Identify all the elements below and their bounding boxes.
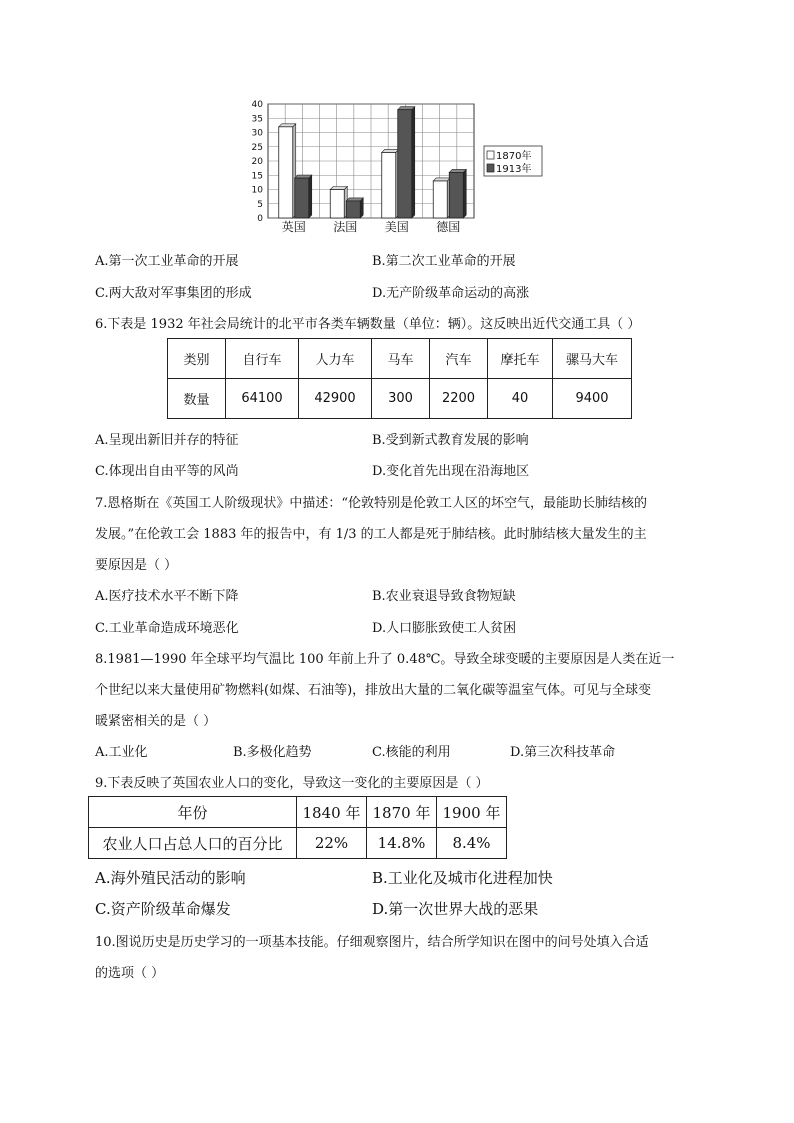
bar-top [279,124,296,127]
q8-stem-line1: 8.1981—1990 年全球平均气温比 100 年前上升了 0.48℃。导致全球变暖的主要原因是人类在近一 [95,652,675,667]
y-tick-label: 40 [251,100,263,110]
q7-stem-line2: 发展。”在伦敦工会 1883 年的报告中，有 1/3 的工人都是死于肺结核。此时肺结核大量发生的主 [95,527,647,542]
legend-label: 1870年 [496,151,532,162]
table-row [168,339,632,379]
q8-option-b: B.多极化趋势 [233,745,312,760]
x-axis-ticks [282,219,461,234]
y-tick-label: 5 [257,199,263,210]
x-tick-label: 英国 [281,220,306,234]
bar [433,181,447,218]
y-tick-label: 20 [251,157,263,167]
q6-option-a: A.呈现出新旧并存的特征 [95,433,239,448]
legend-swatch [487,151,494,159]
q5-option-d: D.无产阶级革命运动的高涨 [372,286,530,301]
legend-label: 1913年 [496,164,532,175]
table-cell: 300 [372,379,430,419]
bar-top [433,178,450,181]
y-tick-label: 35 [251,114,263,125]
x-tick-label: 德国 [436,220,461,234]
q7-option-a: A.医疗技术水平不断下降 [95,589,239,604]
bar-top [295,175,312,178]
q6-vehicle-table [167,338,632,419]
table-header-cell: 1900 年 [437,797,507,828]
bar-top [382,149,399,152]
q7-stem-line3: 要原因是（ ） [95,558,178,573]
q5-option-c: C.两大敌对军事集团的形成 [95,286,252,301]
legend-swatch [487,164,494,172]
q9-population-table [88,796,507,859]
q9-option-c: C.资产阶级革命爆发 [95,900,231,918]
x-tick-label: 法国 [333,220,358,234]
q6-option-d: D.变化首先出现在沿海地区 [372,464,530,479]
table-cell: 22% [297,828,367,859]
table-header-cell: 汽车 [430,339,488,379]
table-cell: 14.8% [367,828,437,859]
bar-top [346,198,363,201]
x-tick-label: 美国 [384,220,409,234]
q9-stem: 9.下表反映了英国农业人口的变化，导致这一变化的主要原因是（ ） [95,776,489,791]
y-tick-label: 0 [257,214,263,224]
bar-top [398,107,415,110]
q8-option-d: D.第三次科技革命 [510,745,616,760]
q8-stem-line3: 暖紧密相关的是（ ） [95,714,217,729]
q8-stem-line2: 个世纪以来大量使用矿物燃料(如煤、石油等)，排放出大量的二氧化碳等温室气体。可见与全球变 [95,683,652,698]
table-cell: 64100 [226,379,299,419]
table-header-cell: 年份 [89,797,297,828]
table-row [89,797,507,828]
y-tick-label: 30 [251,128,263,139]
y-tick-label: 15 [251,171,263,182]
table-cell: 2200 [430,379,488,419]
bar-chart [244,100,554,240]
q9-option-b: B.工业化及城市化进程加快 [372,869,553,887]
bar-side [360,198,363,218]
bar-top [449,169,466,172]
q6-option-c: C.体现出自由平等的风尚 [95,464,239,479]
y-tick-label: 25 [251,142,263,153]
table-header-cell: 类别 [168,339,226,379]
q8-option-a: A.工业化 [95,745,148,760]
table-cell: 8.4% [437,828,507,859]
table-cell: 42900 [299,379,372,419]
q7-option-c: C.工业革命造成环境恶化 [95,621,239,636]
bar [382,152,396,218]
table-row [168,379,632,419]
bar [279,127,293,218]
bar [346,201,360,218]
q6-option-b: B.受到新式教育发展的影响 [372,433,529,448]
table-header-cell: 1870 年 [367,797,437,828]
q10-stem-line1: 10.图说历史是历史学习的一项基本技能。仔细观察图片，结合所学知识在图中的问号处填入合适 [95,935,649,950]
table-cell: 农业人口占总人口的百分比 [89,828,297,859]
bar-side [412,107,415,218]
table-header-cell: 骡马大车 [553,339,632,379]
bar [398,110,412,218]
q5-option-b: B.第二次工业革命的开展 [372,254,516,269]
bar-top [330,187,347,190]
q6-stem: 6.下表是 1932 年社会局统计的北平市各类车辆数量（单位：辆）。这反映出近代交通工具（ ） [95,317,641,332]
chart-legend [484,146,542,176]
table-header-cell: 摩托车 [488,339,553,379]
q8-option-c: C.核能的利用 [372,745,451,760]
table-header-cell: 人力车 [299,339,372,379]
bar [295,178,309,218]
bar-side [463,169,466,218]
table-cell: 9400 [553,379,632,419]
q7-option-d: D.人口膨胀致使工人贫困 [372,621,517,636]
q10-stem-line2: 的选项（ ） [95,966,165,981]
q5-option-a: A.第一次工业革命的开展 [95,254,239,269]
q9-option-d: D.第一次世界大战的恶果 [372,900,539,918]
q7-stem-line1: 7.恩格斯在《英国工人阶级现状》中描述：“伦敦特别是伦敦工人区的坏空气，最能助长肺结核的 [95,496,648,511]
table-header-cell: 马车 [372,339,430,379]
bar-side [309,175,312,218]
y-axis-ticks [252,100,264,224]
q9-option-a: A.海外殖民活动的影响 [95,869,246,887]
bar [330,190,344,219]
table-row [89,828,507,859]
bar [449,172,463,218]
table-header-cell: 1840 年 [297,797,367,828]
table-cell: 数量 [168,379,226,419]
table-cell: 40 [488,379,553,419]
y-tick-label: 10 [251,185,263,196]
table-header-cell: 自行车 [226,339,299,379]
q7-option-b: B.农业衰退导致食物短缺 [372,589,516,604]
